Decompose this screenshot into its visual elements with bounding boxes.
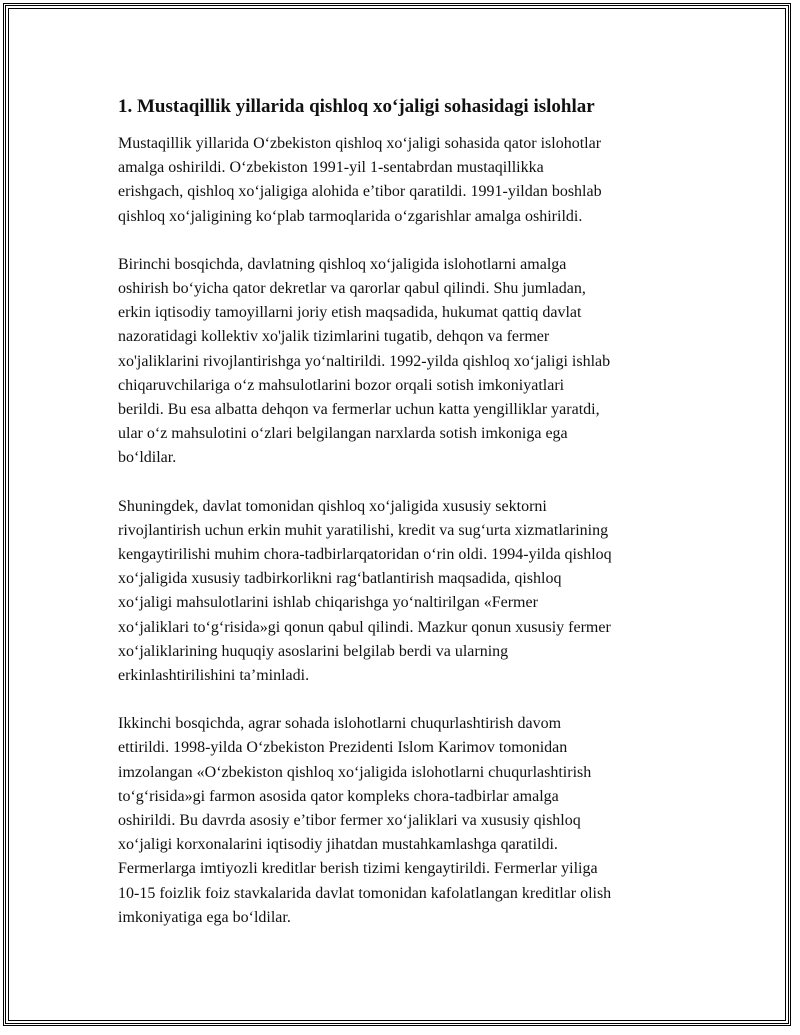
text-line: xo‘jaligida xususiy tadbirkorlikni rag‘batlantirish maqsadida, qishloq: [118, 570, 562, 588]
text-line: to‘g‘risida»gi farmon asosida qator kompleks chora-tadbirlar amalga: [118, 787, 559, 805]
section-title: 1. Mustaqillik yillarida qishloq xo‘jaligi sohasidagi islohlar: [118, 96, 595, 117]
paragraph: [118, 132, 690, 229]
text-line: imkoniyatiga ega bo‘ldilar.: [118, 908, 291, 926]
text-line: qishloq xo‘jaligining ko‘plab tarmoqlarida o‘zgarishlar amalga oshirildi.: [118, 207, 583, 225]
text-line: amalga oshirildi. O‘zbekiston 1991-yil 1-sentabrdan mustaqillikka: [118, 159, 544, 177]
text-line: kengaytirilishi muhim chora-tadbirlarqatoridan o‘rin oldi. 1994-yilda qishloq: [118, 546, 612, 564]
document-body: [118, 94, 690, 954]
paragraph: [118, 495, 690, 689]
text-line: rivojlantirish uchun erkin muhit yaratilishi, kredit va sug‘urta xizmatlarining: [118, 521, 609, 539]
text-line: xo‘jaligi korxonalarini iqtisodiy jihatdan mustahkamlashga qaratildi.: [118, 836, 558, 854]
text-line: Fermerlarga imtiyozli kreditlar berish tizimi kengaytirildi. Fermerlar yiliga: [118, 860, 598, 878]
text-line: Birinchi bosqichda, davlatning qishloq xo‘jaligida islohotlarni amalga: [118, 255, 567, 273]
text-line: erkinlashtirilishini ta’minladi.: [118, 667, 310, 685]
text-line: erishgach, qishloq xo‘jaligiga alohida e’tibor qaratildi. 1991-yildan boshlab: [118, 183, 602, 201]
text-line: 10-15 foizlik foiz stavkalarida davlat tomonidan kafolatlangan kreditlar olish: [118, 884, 612, 902]
text-line: xo‘jaliklari to‘g‘risida»gi qonun qabul qilindi. Mazkur qonun xususiy fermer: [118, 618, 611, 636]
paragraph-list: [118, 132, 690, 930]
text-line: bo‘ldilar.: [118, 449, 177, 467]
text-line: oshirish bo‘yicha qator dekretlar va qarorlar qabul qilindi. Shu jumladan,: [118, 280, 586, 298]
text-line: Mustaqillik yillarida O‘zbekiston qishloq xo‘jaligi sohasida qator islohotlar: [118, 135, 602, 152]
text-line: erkin iqtisodiy tamoyillarni joriy etish maqsadida, hukumat qattiq davlat: [118, 304, 582, 322]
text-line: oshirildi. Bu davrda asosiy e’tibor fermer xo‘jaliklari va xususiy qishloq: [118, 812, 581, 830]
paragraph: [118, 712, 690, 930]
text-line: ettirildi. 1998-yilda O‘zbekiston Prezidenti Islom Karimov tomonidan: [118, 739, 568, 757]
paragraph: [118, 253, 690, 471]
text-line: xo‘jaliklarining huquqiy asoslarini belgilab berdi va ularning: [118, 642, 509, 660]
text-line: ular o‘z mahsulotini o‘zlari belgilangan narxlarda sotish imkoniga ega: [118, 425, 568, 443]
text-line: Ikkinchi bosqichda, agrar sohada islohotlarni chuqurlashtirish davom: [118, 715, 562, 733]
text-line: Shuningdek, davlat tomonidan qishloq xo‘jaligida xususiy sektorni: [118, 497, 547, 515]
text-line: berildi. Bu esa albatta dehqon va fermerlar uchun katta yengilliklar yaratdi,: [118, 401, 600, 419]
text-line: imzolangan «O‘zbekiston qishloq xo‘jaligida islohotlarni chuqurlashtirish: [118, 763, 592, 781]
text-line: xo‘jaligi mahsulotlarini ishlab chiqarishga yo‘naltirilgan «Fermer: [118, 594, 538, 612]
text-line: nazoratidagi kollektiv xo'jalik tizimlarini tugatib, dehqon va fermer: [118, 328, 550, 346]
text-line: chiqaruvchilariga o‘z mahsulotlarini bozor orqali sotish imkoniyatlari: [118, 376, 565, 394]
text-line: xo'jaliklarini rivojlantirishga yo‘naltirildi. 1992-yilda qishloq xo‘jaligi ishlab: [118, 352, 611, 370]
